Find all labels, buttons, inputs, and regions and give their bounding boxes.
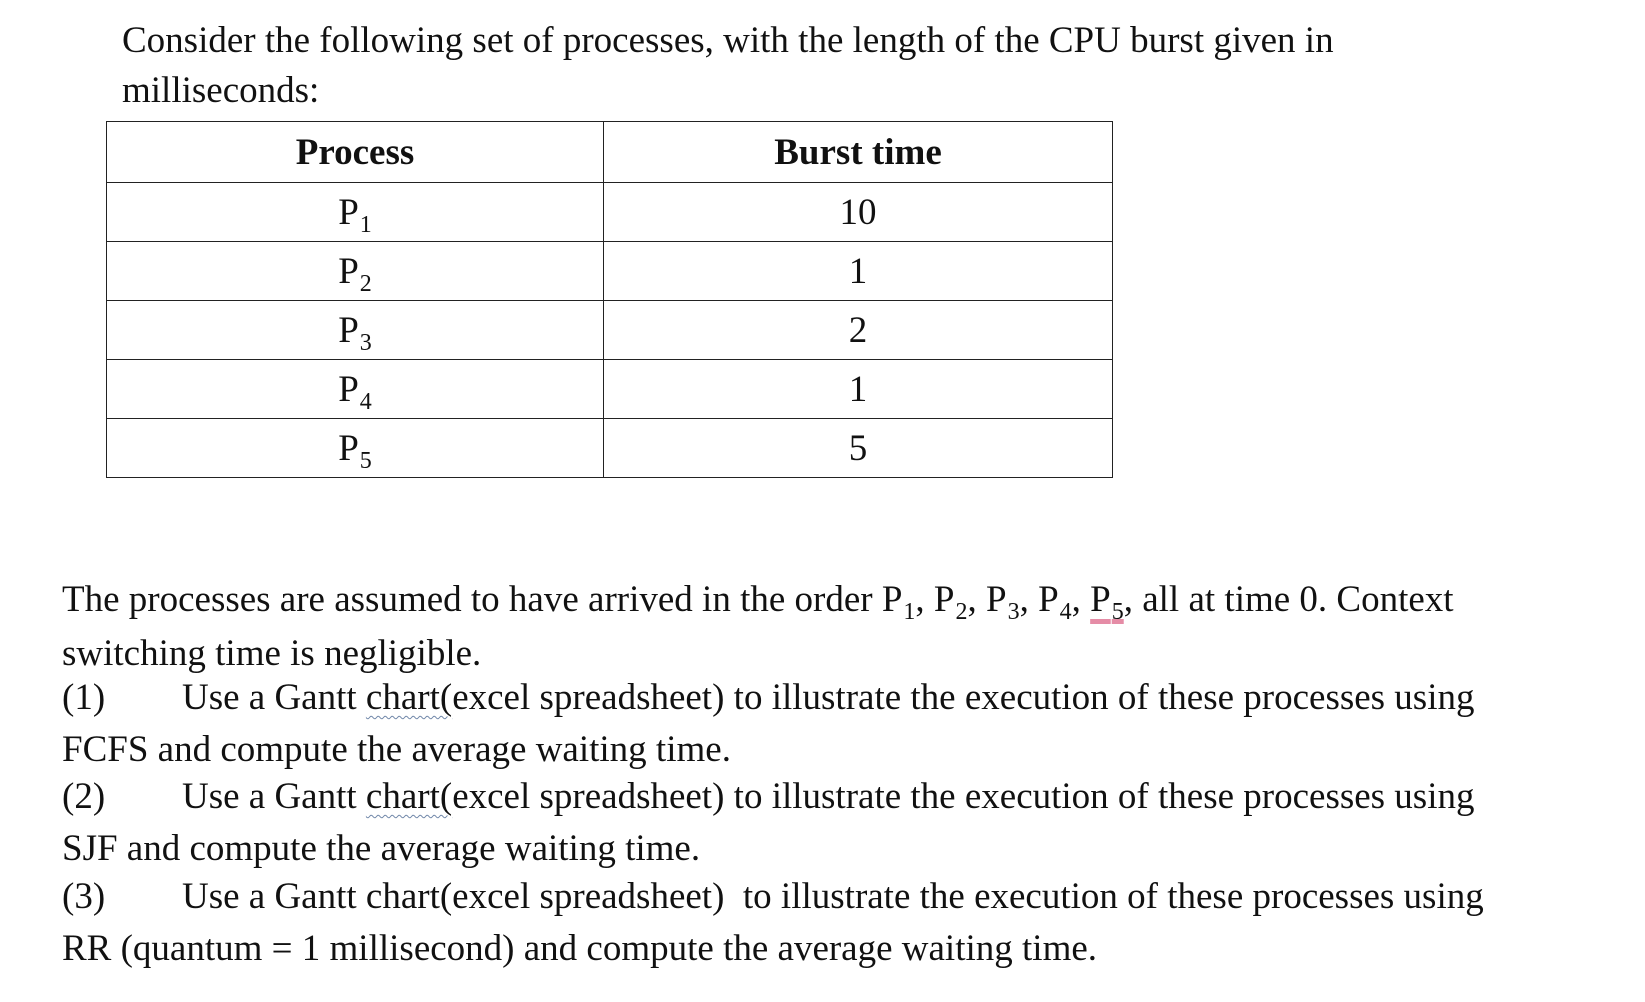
question-line-2: FCFS and compute the average waiting time. bbox=[62, 729, 731, 770]
assumption-line-1: The processes are assumed to have arrived in the order $P_1$, $P_2$, $P_3$, $P_4$, $P_5$, all at time 0. Context bbox=[62, 579, 1454, 625]
burst-cell: 1 bbox=[604, 360, 1113, 419]
question-number: (3) bbox=[62, 876, 106, 917]
burst-cell: 10 bbox=[604, 183, 1113, 242]
question-line-2: RR (quantum = 1 millisecond) and compute the average waiting time. bbox=[62, 928, 1098, 969]
spellcheck-flag-p5: $P_5$ bbox=[1090, 579, 1124, 625]
header-process: Process bbox=[107, 122, 604, 183]
process-table bbox=[106, 121, 1113, 478]
burst-cell: 2 bbox=[604, 301, 1113, 360]
table-row bbox=[107, 419, 1113, 478]
process-cell: $P_1$ bbox=[107, 183, 604, 242]
process-cell: $P_4$ bbox=[107, 360, 604, 419]
burst-cell: 5 bbox=[604, 419, 1113, 478]
intro-line-2: milliseconds: bbox=[122, 70, 320, 111]
process-cell: $P_3$ bbox=[107, 301, 604, 360]
assumption-line-2: switching time is negligible. bbox=[62, 633, 482, 674]
header-burst-time: Burst time bbox=[604, 122, 1113, 183]
assumption-paragraph bbox=[62, 575, 1607, 679]
grammar-flag: chart( bbox=[365, 677, 453, 718]
question-3: (3) Use a Gantt chart(excel spreadsheet) to illustrate the execution of these processes using RR (quantum = 1 millisecond) and compute the average waiting time. bbox=[62, 871, 1607, 975]
table-header-row bbox=[107, 122, 1113, 183]
burst-cell: 1 bbox=[604, 242, 1113, 301]
intro-line-1: Consider the following set of processes, with the length of the CPU burst given in bbox=[122, 20, 1334, 61]
table-row bbox=[107, 183, 1113, 242]
intro-paragraph bbox=[122, 16, 1502, 116]
process-cell: $P_5$ bbox=[107, 419, 604, 478]
table-row bbox=[107, 242, 1113, 301]
table-row bbox=[107, 301, 1113, 360]
question-2: (2) Use a Gantt chart(excel spreadsheet) to illustrate the execution of these processes using SJF and compute the average waiting time. bbox=[62, 771, 1607, 875]
question-1: (1) Use a Gantt chart(excel spreadsheet) to illustrate the execution of these processes using FCFS and compute the average waiting time. bbox=[62, 672, 1607, 776]
question-number: (2) bbox=[62, 776, 106, 817]
question-number: (1) bbox=[62, 677, 106, 718]
table-row bbox=[107, 360, 1113, 419]
question-line-2: SJF and compute the average waiting time. bbox=[62, 828, 701, 869]
grammar-flag: chart( bbox=[365, 776, 453, 817]
process-cell: $P_2$ bbox=[107, 242, 604, 301]
